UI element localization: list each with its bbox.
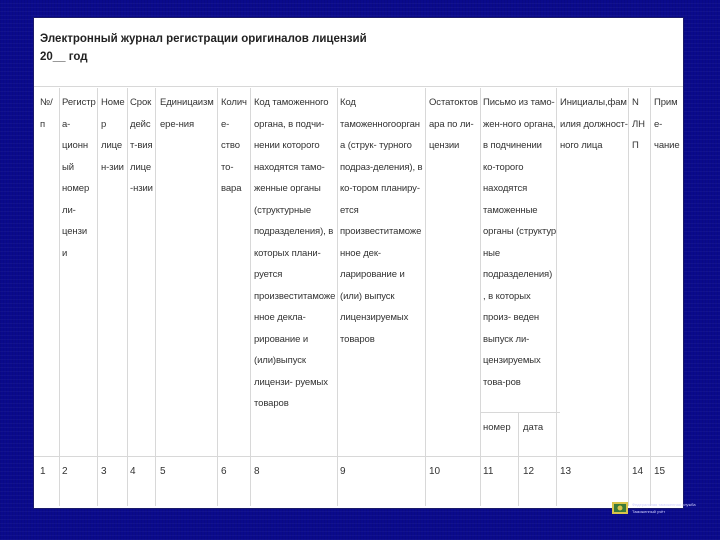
col-divider [337,88,338,506]
title-line-1: Электронный журнал регистрации оригиналов лицензий [40,33,367,45]
journal-title [40,30,640,66]
header-cell: Прим е- чание [654,97,680,151]
column-number: 9 [340,466,346,477]
header-cell: Срок дейс т-вия лице -нзии [130,97,153,194]
column-number: 15 [654,466,666,477]
footer-caption-2: Таможенный учёт [632,509,666,514]
header-cell: Код таможенногоорган а (струк- турного подраз-деления), в ко-тором планиру- ется произвеститаможе нное дек- ларирование и (или) выпуск лицензируемых товаров [340,97,423,345]
column-number: 3 [101,466,107,477]
column-number: 13 [560,466,572,477]
header-top-rule [34,86,683,87]
header-cell: Регистр а- ционн ый номер ли- цензи и [62,97,96,259]
col-divider [97,88,98,506]
customs-emblem-icon [612,502,628,514]
document-sheet [34,18,683,508]
col-divider [556,88,557,506]
header-cell: Колич е- ство то- вара [221,97,247,194]
letter-subheader-rule [480,412,560,413]
column-number: 14 [632,466,644,477]
column-number: 1 [40,466,46,477]
footer-caption-1: Федеральная таможенная служба [632,502,696,507]
header-cell: Единицаизм ере-ния [160,97,214,130]
header-cell: Письмо из тамо- жен-ного органа, в подчинении ко-торого находятся таможенные органы (структур ные подразделения) , в которых произ- веден выпуск ли- цензируемых това-ров [483,97,557,388]
column-number: 8 [254,466,260,477]
column-number: 4 [130,466,136,477]
header-cell: Остатоктов ара по ли- цензии [429,97,478,151]
header-cell: Код таможенного органа, в подчи- нении которого находятся тамо- женные органы (структурные подразделения), в которых плани- руется произвеститаможе нное декла- рирование и (или)выпуск лицензи- руемых товаров [254,97,336,409]
col-divider [155,88,156,506]
header-cell: Номе р лице н-зии [101,97,125,173]
column-number: 10 [429,466,441,477]
column-number: 6 [221,466,227,477]
column-number: 2 [62,466,68,477]
col-divider [650,88,651,506]
col-divider [425,88,426,506]
letter-date-subheader: дата [523,422,544,433]
col-divider [628,88,629,506]
col-divider [250,88,251,506]
header-cell: N ЛН П [632,97,645,151]
col-divider [127,88,128,506]
header-cell: №/ п [40,97,53,130]
col-divider [518,412,519,506]
header-cell: Инициалы,фам илия должност- ного лица [560,97,628,151]
col-divider [217,88,218,506]
col-divider [480,88,481,506]
column-number: 11 [483,466,494,477]
letter-number-subheader: номер [483,422,511,433]
column-number: 12 [523,466,535,477]
column-number: 5 [160,466,166,477]
col-divider [59,88,60,506]
title-line-2: 20__ год [40,51,88,63]
number-row-rule [34,456,683,457]
